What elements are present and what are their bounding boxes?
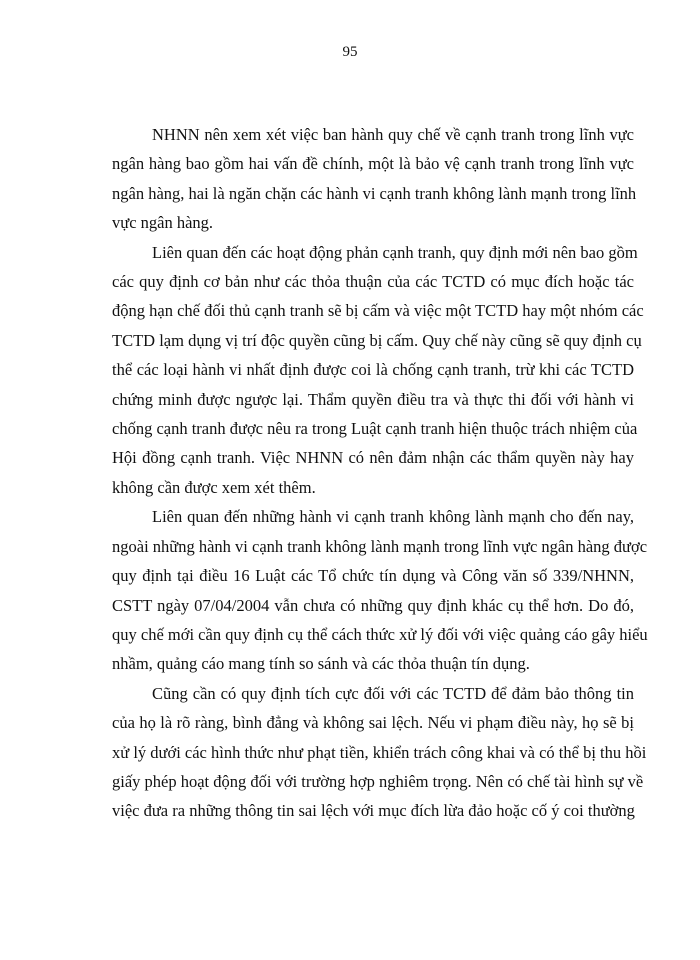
text-line: Liên quan đến những hành vi cạnh tranh không lành mạnh cho đến nay, xyxy=(152,507,634,527)
paragraph xyxy=(112,120,637,238)
text-line: quy chế mới cần quy định cụ thể cách thức xử lý đối với việc quảng cáo gây hiểu xyxy=(112,624,648,644)
text-line: việc đưa ra những thông tin sai lệch với mục đích lừa đảo hoặc cố ý coi thường xyxy=(112,801,635,821)
text-line: chứng minh được ngược lại. Thẩm quyền điều tra và thực thi đối với hành vi xyxy=(112,389,634,409)
page-number: 95 xyxy=(342,44,358,60)
text-line: NHNN nên xem xét việc ban hành quy chế về cạnh tranh trong lĩnh vực xyxy=(152,125,634,144)
text-line: Cũng cần có quy định tích cực đối với các TCTD để đảm bảo thông tin xyxy=(152,683,634,703)
text-line: không cần được xem xét thêm. xyxy=(112,477,316,497)
text-line: ngân hàng bao gồm hai vấn đề chính, một là bảo vệ cạnh tranh trong lĩnh vực xyxy=(112,154,634,174)
text-line: của họ là rõ ràng, bình đẳng và không sai lệch. Nếu vi phạm điều này, họ sẽ bị xyxy=(112,713,634,733)
text-line: Liên quan đến các hoạt động phản cạnh tranh, quy định mới nên bao gồm xyxy=(152,242,638,262)
text-line: thể các loại hành vi nhất định được coi là chống cạnh tranh, trừ khi các TCTD xyxy=(112,360,634,380)
text-line: các quy định cơ bản như các thỏa thuận của các TCTD có mục đích hoặc tác xyxy=(112,272,634,292)
text-line: chống cạnh tranh được nêu ra trong Luật cạnh tranh hiện thuộc trách nhiệm của xyxy=(112,419,638,439)
body-text xyxy=(112,120,648,826)
text-line: ngân hàng, hai là ngăn chặn các hành vi cạnh tranh không lành mạnh trong lĩnh xyxy=(112,183,637,203)
text-line: Hội đồng cạnh tranh. Việc NHNN có nên đảm nhận các thẩm quyền này hay xyxy=(112,448,634,468)
text-line: giấy phép hoạt động đối với trường hợp nghiêm trọng. Nên có chế tài hình sự về xyxy=(112,771,644,791)
text-line: ngoài những hành vi cạnh tranh không lành mạnh trong lĩnh vực ngân hàng được xyxy=(112,536,648,556)
text-line: quy định tại điều 16 Luật các Tổ chức tín dụng và Công văn số 339/NHNN, xyxy=(112,566,634,586)
paragraph xyxy=(112,679,647,826)
text-line: CSTT ngày 07/04/2004 vẫn chưa có những quy định khác cụ thể hơn. Do đó, xyxy=(112,595,634,615)
text-line: vực ngân hàng. xyxy=(112,213,214,233)
text-line: xử lý dưới các hình thức như phạt tiền, khiển trách công khai và có thể bị thu hồi xyxy=(112,742,647,762)
text-line: động hạn chế đối thủ cạnh tranh sẽ bị cấm và việc một TCTD hay một nhóm các xyxy=(112,301,644,321)
paragraph xyxy=(112,502,648,678)
text-line: TCTD lạm dụng vị trí độc quyền cũng bị cấm. Quy chế này cũng sẽ quy định cụ xyxy=(112,330,642,350)
text-line: nhầm, quảng cáo mang tính so sánh và các thỏa thuận tín dụng. xyxy=(112,654,530,674)
paragraph xyxy=(112,238,644,503)
